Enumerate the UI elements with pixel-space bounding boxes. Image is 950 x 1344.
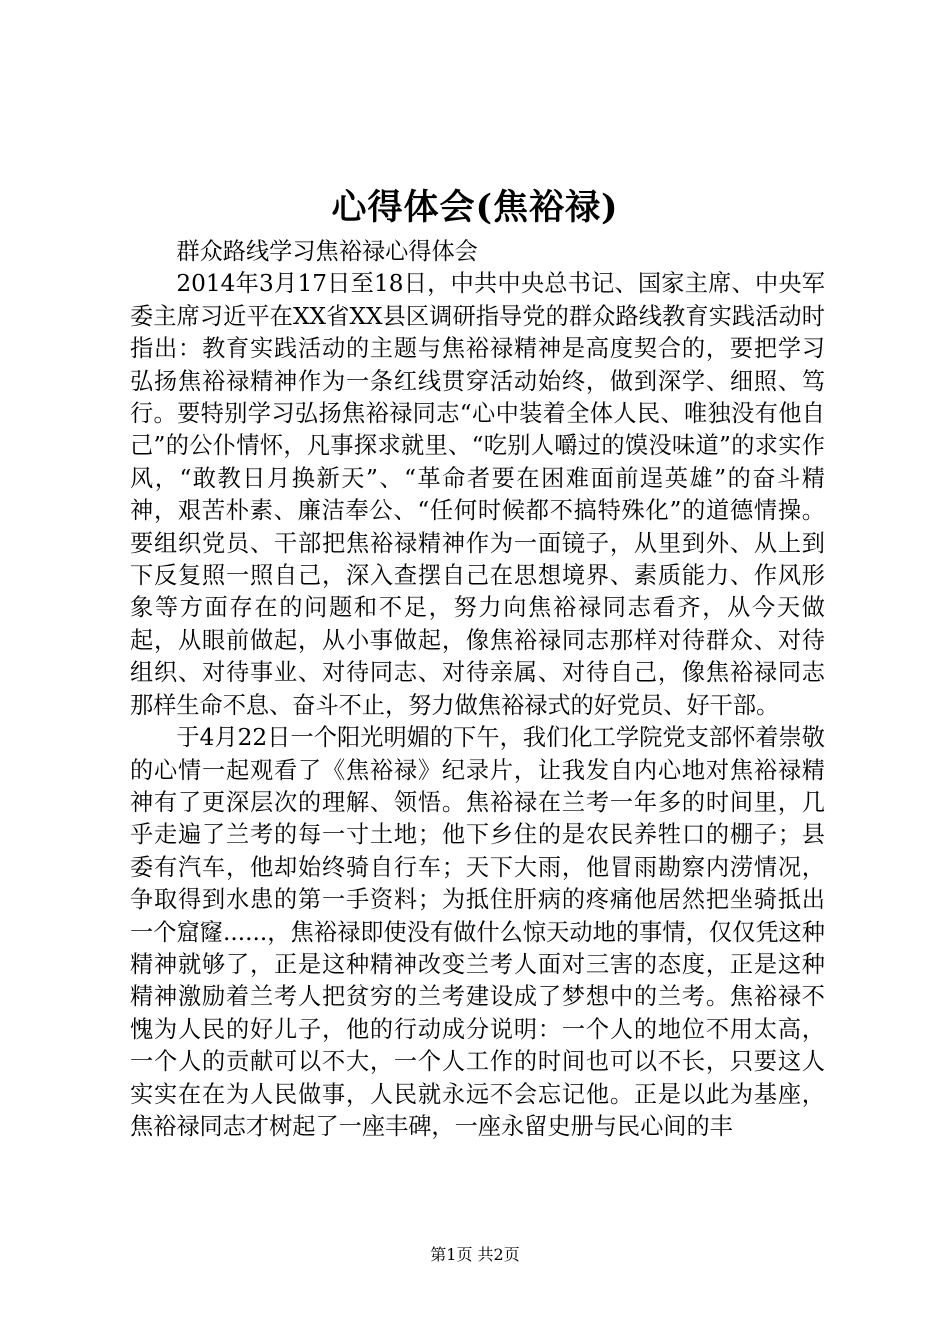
document-subtitle: 群众路线学习焦裕禄心得体会 [176, 238, 478, 265]
body-paragraph: 于4月22日一个阳光明媚的下午，我们化工学院党支部怀着崇敬的心情一起观看了《焦裕禄》纪录片，让我发自内心地对焦裕禄精神有了更深层次的理解、领悟。焦裕禄在兰考一年多的时间里，几乎走遍了兰考的每一寸土地；他下乡住的是农民养牲口的棚子；县委有汽车，他却始终骑自行车；天下大雨，他冒雨勘察内涝情况，争取得到水患的第一手资料；为抵住肝病的疼痛他居然把坐骑抵出一个窟窿......，焦裕禄即使没有做什么惊天动地的事情，仅仅凭这种精神就够了，正是这种精神改变兰考人面对三害的态度，正是这种精神激励着兰考人把贫穷的兰考建设成了梦想中的兰考。焦裕禄不愧为人民的好儿子，他的行动成分说明：一个人的地位不用太高，一个人的贡献可以不大，一个人工作的时间也可以不长，只要这人实实在在为人民做事，人民就永远不会忘记他。正是以此为基座，焦裕禄同志才树起了一座丰碑，一座永留史册与民心间的丰 [130, 724, 825, 1140]
body-paragraph: 2014年3月17日至18日，中共中央总书记、国家主席、中央军委主席习近平在XX省XX县区调研指导党的群众路线教育实践活动时指出：教育实践活动的主题与焦裕禄精神是高度契合的，要把学习弘扬焦裕禄精神作为一条红线贯穿活动始终，做到深学、细照、笃行。要特别学习弘扬焦裕禄同志“心中装着全体人民、唯独没有他自己”的公仆情怀，凡事探求就里、“吃别人嚼过的馍没味道”的求实作风，“敢教日月换新天”、“革命者要在困难面前逞英雄”的奋斗精神，艰苦朴素、廉洁奉公、“任何时候都不搞特殊化”的道德情操。要组织党员、干部把焦裕禄精神作为一面镜子，从里到外、从上到下反复照一照自己，深入查摆自己在思想境界、素质能力、作风形象等方面存在的问题和不足，努力向焦裕禄同志看齐，从今天做起，从眼前做起，从小事做起，像焦裕禄同志那样对待群众、对待组织、对待事业、对待同志、对待亲属、对待自己，像焦裕禄同志那样生命不息、奋斗不止，努力做焦裕禄式的好党员、好干部。 [130, 270, 825, 719]
document-title: 心得体会(焦裕禄) [331, 187, 619, 228]
page-number-footer: 第1页 共2页 [430, 1245, 520, 1264]
document-body [130, 236, 825, 1143]
